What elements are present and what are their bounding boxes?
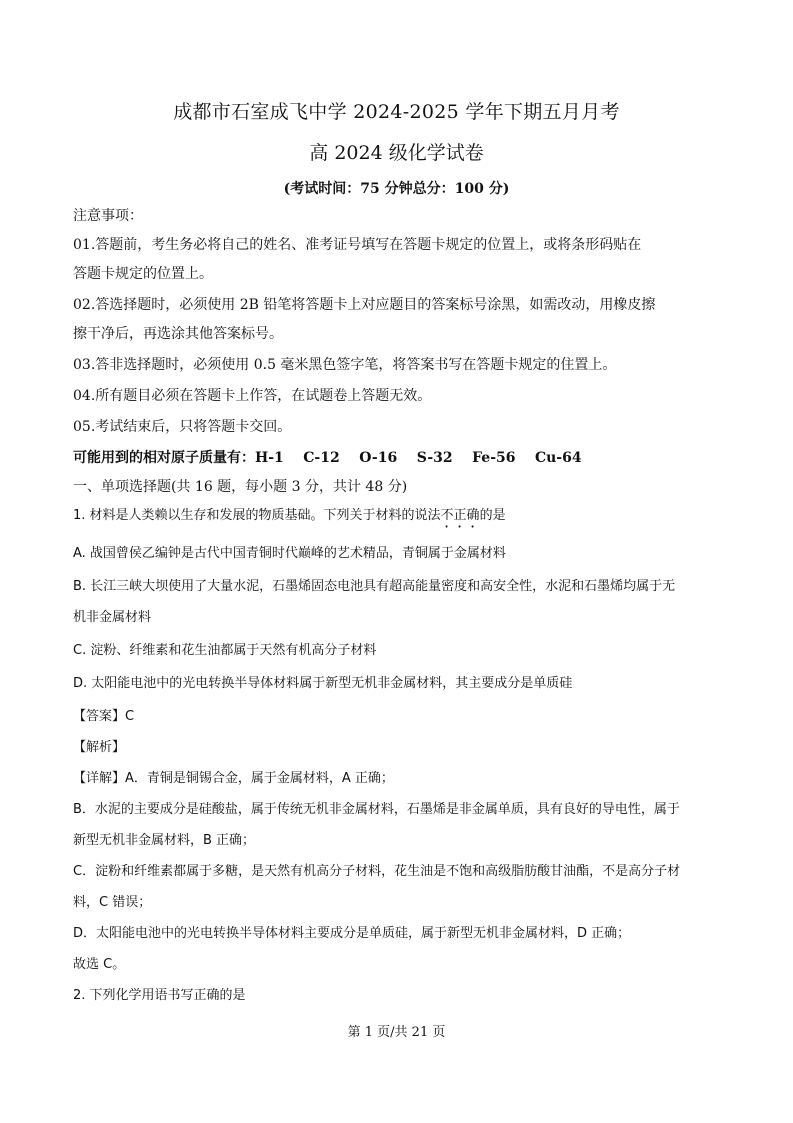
notes-heading: 注意事项： bbox=[73, 208, 143, 224]
note-item-1-line1: 01.答题前，考生务必将自己的姓名、准考证号填写在答题卡规定的位置上，或将条形码贴在 bbox=[73, 237, 642, 253]
question-1-option-a: A. 战国曾侯乙编钟是古代中国青铜时代巅峰的艺术精品，青铜属于金属材料 bbox=[73, 546, 506, 561]
page-number: 第 1 页/共 21 页 bbox=[347, 1025, 446, 1040]
exam-time-info: (考试时间：75 分钟总分：100 分) bbox=[283, 181, 510, 197]
answer-label: 【答案】 bbox=[73, 709, 126, 724]
section-1-heading: 一、单项选择题(共 16 题，每小题 3 分，共计 48 分) bbox=[73, 479, 408, 495]
answer-value: C bbox=[125, 709, 135, 724]
question-1-option-d: D. 太阳能电池中的光电转换半导体材料属于新型无机非金属材料，其主要成分是单质硅 bbox=[73, 676, 573, 691]
question-2-stem: 2. 下列化学用语书写正确的是 bbox=[73, 988, 246, 1003]
detail-line-6: D．太阳能电池中的光电转换半导体材料主要成分是单质硅，属于新型无机非金属材料，D 正确； bbox=[73, 926, 631, 941]
question-1-option-b-line2: 机非金属材料 bbox=[73, 610, 152, 625]
note-item-4: 04.所有题目必须在答题卡上作答，在试题卷上答题无效。 bbox=[73, 388, 432, 404]
question-1-option-b-line1: B. 长江三峡大坝使用了大量水泥，石墨烯固态电池具有超高能量密度和高安全性，水泥和石墨烯均属于无 bbox=[73, 579, 676, 594]
detail-line-3: 新型无机非金属材料，B 正确； bbox=[73, 833, 256, 848]
question-1-option-c: C. 淀粉、纤维素和花生油都属于天然有机高分子材料 bbox=[73, 643, 377, 658]
exam-title: 成都市石室成飞中学 2024-2025 学年下期五月月考 bbox=[173, 101, 620, 123]
exam-body bbox=[73, 206, 723, 1006]
atomic-masses: 可能用到的相对原子质量有：H-1 C-12 O-16 S-32 Fe-56 Cu-64 bbox=[73, 450, 582, 466]
note-item-2-line2: 擦干净后，再选涂其他答案标号。 bbox=[73, 326, 283, 342]
question-1-stem-suffix: 的是 bbox=[479, 508, 506, 523]
exam-subject-title: 高 2024 级化学试卷 bbox=[309, 142, 484, 164]
detail-line-4: C．淀粉和纤维素都属于多糖，是天然有机高分子材料，花生油是不饱和高级脂肪酸甘油酯，不是高分子材 bbox=[73, 864, 681, 879]
note-item-5: 05.考试结束后，只将答题卡交回。 bbox=[73, 419, 292, 435]
question-1-stem-emphasis: 不正确 bbox=[440, 508, 480, 523]
note-item-3: 03.答非选择题时，必须使用 0.5 毫米黑色签字笔，将答案书写在答题卡规定的住置上。 bbox=[73, 357, 617, 373]
note-item-1-line2: 答题卡规定的位置上。 bbox=[73, 266, 213, 282]
note-item-2-line1: 02.答选择题时，必须使用 2B 铅笔将答题卡上对应题目的答案标号涂黑，如需改动，用橡皮擦 bbox=[73, 297, 656, 313]
question-1-stem bbox=[73, 506, 723, 531]
question-1-stem-prefix: 1. 材料是人类赖以生存和发展的物质基础。下列关于材料的说法 bbox=[73, 508, 441, 523]
detail-line-2: B．水泥的主要成分是硅酸盐，属于传统无机非金属材料，石墨烯是非金属单质，具有良好的导电性，属于 bbox=[73, 802, 680, 817]
question-1-answer bbox=[73, 707, 723, 727]
detail-line-5: 料，C 错误； bbox=[73, 895, 152, 910]
detail-line-1: 【详解】A．青铜是铜锡合金，属于金属材料，A 正确； bbox=[73, 771, 394, 786]
analysis-label: 【解析】 bbox=[73, 740, 126, 755]
detail-conclusion: 故选 C。 bbox=[73, 957, 126, 972]
